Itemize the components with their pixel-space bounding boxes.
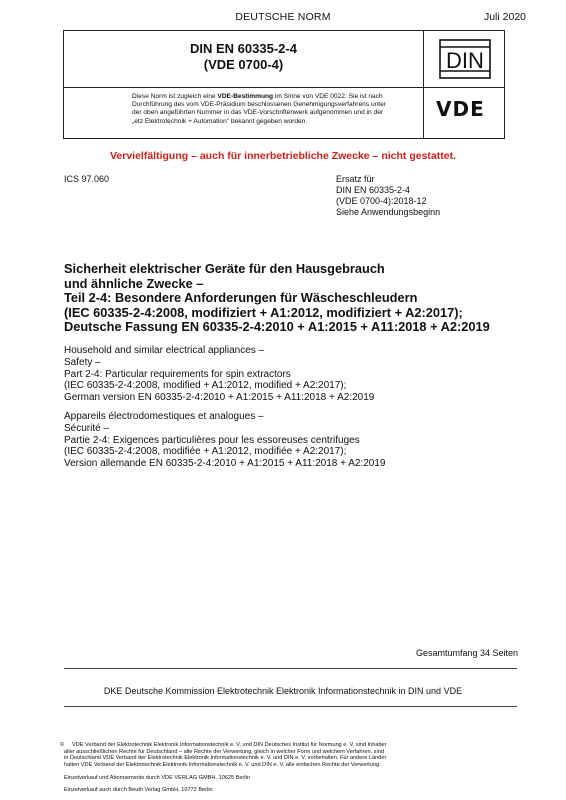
french-title-line: Version allemande EN 60335-2-4:2010 + A1:2015 + A11:2018 + A2:2019 <box>64 458 386 470</box>
copyright-line: halten VDE Verband der Elektrotechnik Elektronik Informationstechnik e. V. und DIN e. V. alle einfachen Rechte der Verwertung. <box>64 761 381 768</box>
replaced-standard: DIN EN 60335-2-4 <box>336 185 411 195</box>
german-title <box>64 262 534 335</box>
copyright-line: aller ausschließlichen Rechte für Deutschland – alle Rechte der Verwertung, gleich in welcher Form und welchem Verfahren, sind <box>64 748 384 755</box>
english-title-line: Household and similar electrical appliances – <box>64 345 265 356</box>
total-pages: Gesamtumfang 34 Seiten <box>415 648 518 658</box>
french-title-line: Appareils électrodomestiques et analogues – <box>64 411 264 422</box>
english-title-line: German version EN 60335-2-4:2010 + A1:2015 + A11:2018 + A2:2019 <box>64 392 375 404</box>
english-title-line: Part 2-4: Particular requirements for spin extractors <box>64 368 291 380</box>
sales-info-vde: Einzelverkauf und Abonnements durch VDE VERLAG GMBH, 10625 Berlin <box>64 775 250 781</box>
footer-divider-bottom <box>64 706 517 707</box>
note-prefix: Diese Norm ist zugleich eine <box>132 93 218 100</box>
copyright-notice <box>60 742 534 768</box>
note-bold-term: VDE-Bestimmung <box>217 93 274 100</box>
copyright-symbol: © <box>60 742 65 748</box>
standard-header-box <box>63 30 505 139</box>
document-type-heading: DEUTSCHE NORM <box>235 11 331 23</box>
french-title-line: (IEC 60335-2-4:2008, modifiée + A1:2012, modifiée + A2:2017); <box>64 446 347 458</box>
note-line3: der oben angeführten Nummer in das VDE-Vorschriftenwerk aufgenommen und in der <box>132 109 384 117</box>
german-title-line: Teil 2-4: Besondere Anforderungen für Wäscheschleudern <box>64 290 418 306</box>
standard-number: DIN EN 60335-2-4 <box>190 41 297 56</box>
note-line2: Durchführung des vom VDE-Präsidium beschlossenen Genehmigungsverfahrens unter <box>132 101 386 109</box>
copyright-line: VDE Verband der Elektrotechnik Elektronik Informationstechnik e. V. und DIN Deutsches Institut für Normung e. V. sind Inhaber <box>72 742 387 748</box>
ics-code: ICS 97.060 <box>64 174 110 184</box>
box-divider-horizontal <box>64 87 504 88</box>
application-start-note: Siehe Anwendungsbeginn <box>336 207 441 217</box>
reproduction-warning: Vervielfältigung – auch für innerbetriebliche Zwecke – nicht gestattet. <box>109 150 456 162</box>
vde-classification-number: (VDE 0700-4) <box>203 57 284 72</box>
vde-regulation-note <box>132 93 416 126</box>
din-logo-text: DIN <box>446 48 484 73</box>
dke-committee: DKE Deutsche Kommission Elektrotechnik Elektronik Informationstechnik in DIN und VDE <box>103 686 463 696</box>
publication-date: Juli 2020 <box>483 11 526 23</box>
note-line4: „etz Elektrotechnik + Automation" bekannt gegeben worden. <box>132 117 308 125</box>
german-title-line: Sicherheit elektrischer Geräte für den Hausgebrauch <box>64 261 385 276</box>
note-line1-rest: im Sinne von VDE 0022. Sie ist nach <box>273 93 383 100</box>
replaced-standard-vde: (VDE 0700-4):2018-12 <box>336 196 427 206</box>
box-divider-vertical <box>423 31 424 138</box>
copyright-line: in Deutschland VDE Verband der Elektrotechnik Elektronik Informationstechnik e. V. und DIN e. V. vorbehalten. Für andere Länder <box>64 755 387 762</box>
french-title <box>64 411 534 470</box>
french-title-line: Sécurité – <box>64 422 110 434</box>
replacement-info <box>336 174 440 218</box>
standard-number-block <box>64 41 423 73</box>
english-title-line: Safety – <box>64 356 101 368</box>
footer-divider-top <box>64 668 517 669</box>
french-title-line: Partie 2-4: Exigences particulières pour les essoreuses centrifuges <box>64 434 360 446</box>
din-logo <box>439 39 491 79</box>
german-title-line: Deutsche Fassung EN 60335-2-4:2010 + A1:2015 + A11:2018 + A2:2019 <box>64 319 490 335</box>
english-title-line: (IEC 60335-2-4:2008, modified + A1:2012, modified + A2:2017); <box>64 380 347 392</box>
english-title <box>64 345 534 404</box>
german-title-line: und ähnliche Zwecke – <box>64 275 204 291</box>
vde-logo: VDE <box>436 97 485 121</box>
sales-info-beuth: Einzelverkauf auch durch Beuth Verlag GmbH, 10772 Berlin <box>64 787 213 793</box>
replacement-label: Ersatz für <box>336 174 375 184</box>
german-title-line: (IEC 60335-2-4:2008, modifiziert + A1:2012, modifiziert + A2:2017); <box>64 304 463 320</box>
